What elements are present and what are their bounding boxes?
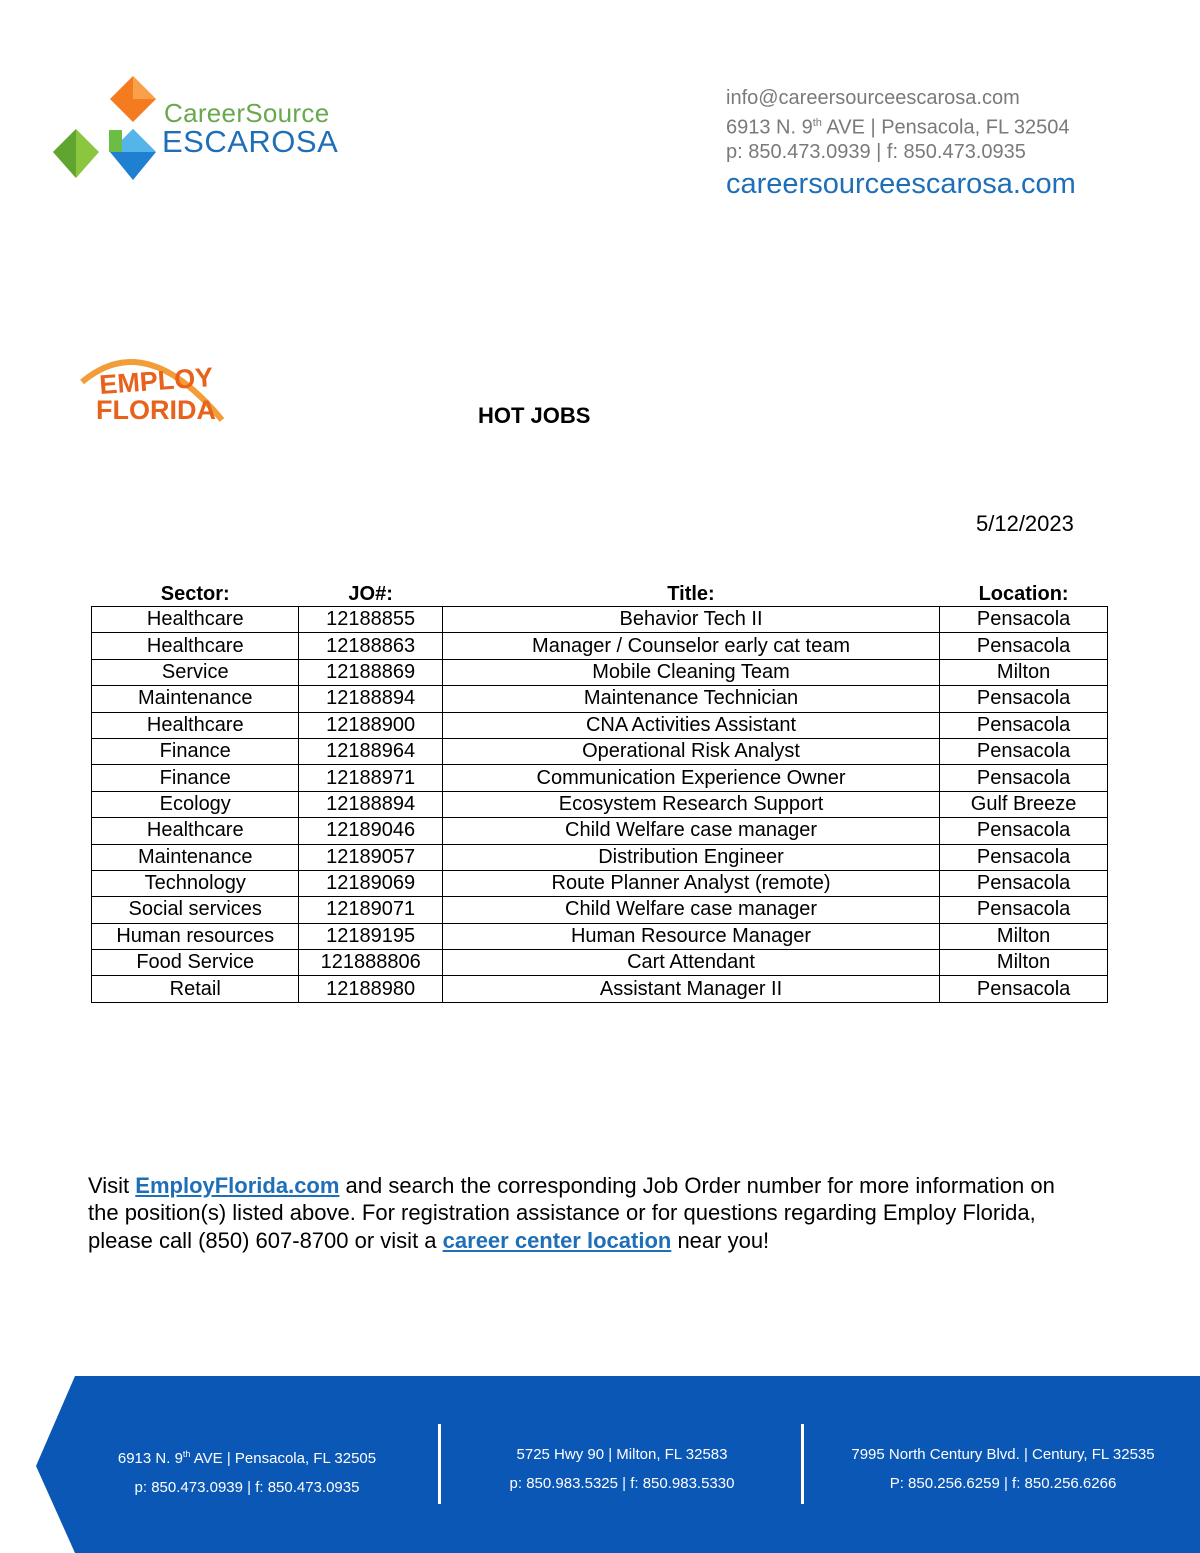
cell-sector: Finance <box>92 765 299 791</box>
info-paragraph: Visit EmployFlorida.com and search the corresponding Job Order number for more information on the position(s) listed above. For registration assistance or for questions regarding Employ Florida, please call (850) 607-8700 or visit a career center location near you! <box>88 1173 1055 1253</box>
table-row <box>92 791 1108 817</box>
cell-location: Pensacola <box>940 976 1108 1002</box>
cell-sector: Healthcare <box>92 712 299 738</box>
table-row <box>92 607 1108 633</box>
cell-location: Gulf Breeze <box>940 791 1108 817</box>
table-row <box>92 844 1108 870</box>
cell-sector: Technology <box>92 870 299 896</box>
cell-location: Pensacola <box>940 765 1108 791</box>
footer-address: 7995 North Century Blvd. | Century, FL 32535 <box>851 1446 1155 1463</box>
cell-sector: Healthcare <box>92 607 299 633</box>
header-title: Title: <box>667 583 715 605</box>
cell-job-order: 12188964 <box>299 738 442 764</box>
page-title: HOT JOBS <box>478 403 591 428</box>
cell-job-order: 12188894 <box>299 686 442 712</box>
career-center-location-link[interactable]: career center location <box>442 1227 672 1253</box>
cell-sector: Food Service <box>92 950 299 976</box>
brand-name-top: CareerSource <box>164 98 330 128</box>
cell-sector: Social services <box>92 897 299 923</box>
contact-address: 6913 N. 9th AVE | Pensacola, FL 32504 <box>726 116 1070 139</box>
cell-job-order: 12188971 <box>299 765 442 791</box>
cell-title: Maintenance Technician <box>442 686 939 712</box>
contact-phones: p: 850.473.0939 | f: 850.473.0935 <box>726 140 1026 163</box>
footer-phones: P: 850.256.6259 | f: 850.256.6266 <box>889 1475 1117 1492</box>
cell-title: Cart Attendant <box>442 950 939 976</box>
contact-email[interactable]: info@careersourceescarosa.com <box>726 87 1020 109</box>
cell-sector: Maintenance <box>92 686 299 712</box>
cell-job-order: 12188855 <box>299 607 442 633</box>
table-row <box>92 950 1108 976</box>
cell-title: Child Welfare case manager <box>442 897 939 923</box>
cell-title: Ecosystem Research Support <box>442 791 939 817</box>
cell-title: Communication Experience Owner <box>442 765 939 791</box>
header-job-order: JO#: <box>348 583 393 605</box>
cell-location: Pensacola <box>940 633 1108 659</box>
cell-title: Mobile Cleaning Team <box>442 659 939 685</box>
cell-job-order: 121888806 <box>299 950 442 976</box>
cell-location: Pensacola <box>940 738 1108 764</box>
cell-title: CNA Activities Assistant <box>442 712 939 738</box>
cell-sector: Service <box>92 659 299 685</box>
brand-name-bottom: ESCAROSA <box>162 124 339 159</box>
svg-text:FLORIDA: FLORIDA <box>96 395 216 424</box>
cell-sector: Maintenance <box>92 844 299 870</box>
cell-title: Route Planner Analyst (remote) <box>442 870 939 896</box>
cell-sector: Human resources <box>92 923 299 949</box>
footer-location-milton <box>470 1440 774 1498</box>
table-row <box>92 659 1108 685</box>
table-row <box>92 976 1108 1002</box>
cell-title: Assistant Manager II <box>442 976 939 1002</box>
cell-location: Pensacola <box>940 844 1108 870</box>
table-row <box>92 818 1108 844</box>
website-link[interactable]: careersourceescarosa.com <box>726 168 1076 201</box>
cell-location: Pensacola <box>940 686 1108 712</box>
cell-job-order: 12188863 <box>299 633 442 659</box>
cell-sector: Healthcare <box>92 633 299 659</box>
table-row <box>92 765 1108 791</box>
footer-divider <box>438 1424 441 1504</box>
cell-sector: Healthcare <box>92 818 299 844</box>
cell-location: Pensacola <box>940 712 1108 738</box>
footer-divider <box>801 1424 804 1504</box>
cell-location: Pensacola <box>940 870 1108 896</box>
table-row <box>92 738 1108 764</box>
cell-sector: Ecology <box>92 791 299 817</box>
footer-address: 5725 Hwy 90 | Milton, FL 32583 <box>516 1446 728 1463</box>
cell-title: Manager / Counselor early cat team <box>442 633 939 659</box>
header-location: Location: <box>978 583 1069 605</box>
contact-block <box>726 86 1166 202</box>
logo-mark-icon <box>50 74 165 184</box>
hot-jobs-table <box>91 580 1108 1003</box>
cell-title: Behavior Tech II <box>442 607 939 633</box>
cell-job-order: 12189057 <box>299 844 442 870</box>
cell-location: Milton <box>940 923 1108 949</box>
cell-location: Pensacola <box>940 897 1108 923</box>
cell-sector: Finance <box>92 738 299 764</box>
cell-title: Distribution Engineer <box>442 844 939 870</box>
table-header-row <box>92 580 1108 607</box>
footer-address: 6913 N. 9th AVE | Pensacola, FL 32505 <box>117 1449 377 1467</box>
table-body <box>92 607 1108 1003</box>
cell-title: Operational Risk Analyst <box>442 738 939 764</box>
footer-location-century <box>832 1440 1174 1498</box>
cell-job-order: 12188980 <box>299 976 442 1002</box>
employflorida-link[interactable]: EmployFlorida.com <box>135 1173 340 1198</box>
cell-job-order: 12189071 <box>299 897 442 923</box>
table-row <box>92 870 1108 896</box>
table-row <box>92 633 1108 659</box>
cell-location: Milton <box>940 950 1108 976</box>
cell-title: Human Resource Manager <box>442 923 939 949</box>
cell-job-order: 12188869 <box>299 659 442 685</box>
cell-job-order: 12189195 <box>299 923 442 949</box>
footer-location-pensacola <box>100 1440 394 1502</box>
cell-location: Pensacola <box>940 818 1108 844</box>
cell-sector: Retail <box>92 976 299 1002</box>
header-sector: Sector: <box>160 583 230 605</box>
footer-phones: p: 850.473.0939 | f: 850.473.0935 <box>134 1479 360 1496</box>
cell-job-order: 12189046 <box>299 818 442 844</box>
cell-location: Pensacola <box>940 607 1108 633</box>
document-date: 5/12/2023 <box>976 511 1074 536</box>
employ-florida-logo <box>76 342 228 424</box>
table-row <box>92 686 1108 712</box>
table-row <box>92 923 1108 949</box>
careersource-logo <box>50 74 350 184</box>
cell-title: Child Welfare case manager <box>442 818 939 844</box>
table-row <box>92 712 1108 738</box>
cell-job-order: 12188894 <box>299 791 442 817</box>
footer-phones: p: 850.983.5325 | f: 850.983.5330 <box>509 1475 735 1492</box>
cell-location: Milton <box>940 659 1108 685</box>
cell-job-order: 12188900 <box>299 712 442 738</box>
cell-job-order: 12189069 <box>299 870 442 896</box>
table-row <box>92 897 1108 923</box>
svg-text:EMPLOY: EMPLOY <box>98 362 215 400</box>
